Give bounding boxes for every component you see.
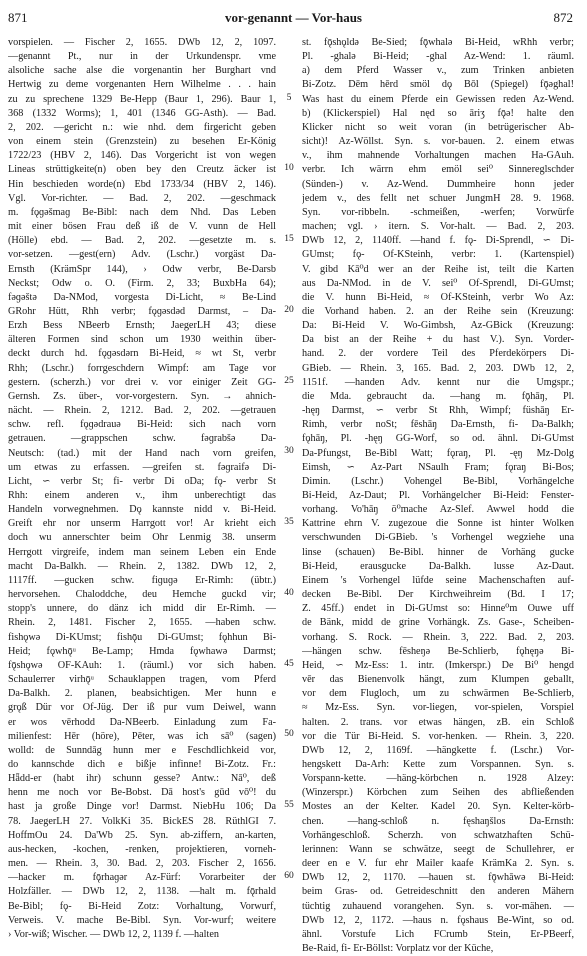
- text-line: Ernsth (KrämSpr 144), › Odw verbr, Be-Darsb: [8, 263, 276, 275]
- text-line: fishǫwə Di-KUmst; fishǭu Di-GUmst; fǫhhun Bi-: [8, 631, 276, 643]
- text-line: Hin beschieden worde(n) Ebd 1733/34 (HBV 2, 146).: [8, 178, 276, 190]
- text-line: fǭshǫwə OF-KAuh: 1. (räuml.) vor sich haben.: [8, 659, 276, 671]
- text-line: vor dem Flugloch, um zu schwärmen Be-Schlierb,: [302, 688, 574, 700]
- text-line: die V. hunn Bi-Heid, ≈ Of-KSteinh, verbr Wo Az:: [302, 291, 574, 303]
- text-line: aus Da-NMod. in de V. sei⁰ Of-Sprendl, Di-GUmst;: [302, 277, 574, 289]
- text-line: decken Be-Bibl. Der Kirchweihreim (Bd. I 17;: [302, 589, 574, 601]
- text-line: Da: Bi-Heid V. Wo-Gimbsh, Az-GBick (Kreuzung:: [302, 320, 574, 332]
- text-line: linse (schauen) Be-Bibl. hinner de Vorhäng gucke: [302, 546, 574, 558]
- text-line: —hacker m. fǭrhaɡər Az-Fürf: Vorarbeiter der: [8, 872, 276, 884]
- text-line: hengskett Da-Arh: Kette zum Vorspannen. Syn. s.: [302, 758, 574, 770]
- text-line: V. gibd Kā⁰d wer an der Reihe ist, teilt die Karten: [302, 263, 574, 275]
- text-line: v., ihm mahnende Vorhaltungen machen Ha-GAuh.: [302, 150, 574, 162]
- text-line: Schaulerrer virhǭᵘ Schauklappen tragen, vom Pferd: [8, 674, 276, 686]
- text-line: (Sünden-) v. Az-Wend. Dummheire honn jeder: [302, 178, 574, 190]
- text-line: Was hast du einem Pferde ein Gewissen reden Az-Wend.: [302, 93, 574, 105]
- text-line: GRohr Hütt, Rhh verbr; fǫɡəsdəd Darmst, – Da-: [8, 305, 276, 317]
- text-line: Hǟdd-er (habt ihr) schunn gesse? Antw.: Nā⁰, deß: [8, 773, 276, 785]
- text-line: Dimin. (Lschr.) Vohengel Be-Bibl, Vorhängelche: [302, 475, 574, 487]
- text-line: alsoliche sache alse die vorgenantin her Burghart vnd: [8, 65, 276, 77]
- text-line: hervorsehen. Chaloddche, deu Hemche guckd vir;: [8, 589, 276, 601]
- text-line: 78. JaegerLH 27. VolkKi 35. BickES 28. RüthlGI 7.: [8, 815, 276, 827]
- text-line: um etwas zu erfassen. —greifen st. fəɡraifə Di-: [8, 461, 276, 473]
- text-line: vēr das Bienenvolk hängt, zum Klumpen geballt,: [302, 674, 574, 686]
- line-number: 60: [284, 870, 294, 881]
- text-line: 368 (1332 Worms); 1, 401 (1346 GG-Asth). — Bad.: [8, 107, 276, 119]
- text-line: sicht)! Az-Wöllst. Syn. s. vor-bauen. 2. einem etwas: [302, 136, 574, 148]
- text-line: chen. —hang-schloß n. fęshaŋšlos Da-Ernsth:: [302, 815, 574, 827]
- line-number: 25: [284, 375, 294, 386]
- text-line: Holzfäller. — DWb 12, 2, 1138. —halt m. fǭrhald: [8, 886, 276, 898]
- text-line: Vorspann-kette. —häng-körbchen n. 1928 Alzey:: [302, 773, 574, 785]
- text-line: Be-Bibl; fǫ- Bi-Heid Zotz: Vorhaltung, Vorwurf,: [8, 900, 276, 912]
- text-line: vorspielen. — Fischer 2, 1655. DWb 12, 2, 1097.: [8, 37, 276, 48]
- text-line: zu zu sprechene 1329 Be-Hepp (Baur 1, 296). Baur 1,: [8, 93, 276, 105]
- text-line: Gernsh. Zs. über-, vor-vorgestern. Syn. → ahnich-: [8, 390, 276, 402]
- text-line: —genannt Pt., nur in der Urkundenspr. vme: [8, 51, 276, 63]
- right-column-text: [302, 36, 574, 956]
- line-number: 40: [284, 587, 294, 598]
- left-column: [8, 36, 276, 942]
- text-line: er wos vērhodd Da-NBeerb. Einladung zum Fa-: [8, 716, 276, 728]
- text-line: vor die Tür Bi-Heid. S. vor-henken. — Rhein. 3, 220.: [302, 730, 574, 742]
- text-line: verbr. Ich wärrn ehm emöl sei⁰ Sinnereglschder: [302, 164, 574, 176]
- text-line: halten. 2. trans. vor etwas hängen, zB. ein Schloß: [302, 716, 574, 728]
- line-number: 50: [284, 729, 294, 740]
- text-line: b) (Klickerspiel) Hal nęd so āriʒ fǭə! halte den: [302, 107, 574, 119]
- text-line: de Bänk, midd de grine Vorhängk. Zs. Gase-, Scheiben-: [302, 617, 574, 629]
- text-line: Vorhängeschloß. Scherzh. von schwatzhaften Schü-: [302, 829, 574, 841]
- text-line: mit einer bösen Frau deß iß de V. vunn de Hell: [8, 221, 276, 233]
- text-line: 1151f. —handen Adv. kennt nur die Umgspr.;: [302, 376, 574, 388]
- text-line: Greift ehr nor unserm Harrgott vor! Ar krieht eich: [8, 518, 276, 530]
- text-line: lerinnen: Wann se schwätze, seegt de Schullehrer, er: [302, 843, 574, 855]
- text-line: Da bist an der Reihe + du hast V.). Syn. Vorder-: [302, 334, 574, 346]
- text-line: fǫhāŋ, Pl. -hęŋ GG-Worf, so od. ähnl. Di-GUmst: [302, 433, 574, 445]
- text-line: st. fǭshǫldə Be-Sied; fǭwhalə Bi-Heid, wRhh verbr;: [302, 37, 574, 48]
- text-line: ähnl. Vorstufe Lich FCrumb Stein, Er-PBeerf,: [302, 928, 574, 940]
- text-line: Da-Pfungst, Be-Bibl Watt; fǫraŋ, Pl. -ęŋ Mz-Dolg: [302, 447, 574, 459]
- text-line: vor-setzen. —gest(ern) Adv. (Lschr.) vorgäst Da-: [8, 249, 276, 261]
- text-line: gestern. (scherzh.) vor drei v. vor einiger Zeit GG-: [8, 376, 276, 388]
- line-number: 5: [286, 92, 292, 103]
- text-line: Rimh, verbr noSt; fēshāŋ Da-Ernsth, fi- Da-Balkh;: [302, 419, 574, 431]
- text-line: jedem v., des fellt net schuer JungmH 28. 9. 1968.: [302, 192, 574, 204]
- text-line: Herrgott virgreife, indem man seinem Leben ein Ende: [8, 546, 276, 558]
- text-line: Lineas strüttigkeite(n) oben bey den Creutz äcker ist: [8, 164, 276, 176]
- text-line: (Hölle) ebd. — Bad. 2, 202. —gesetzte m. s.: [8, 235, 276, 247]
- text-line: fəɡəštə Da-NMod, vorgesta Di-Licht, ≈ Be-Lind: [8, 291, 276, 303]
- line-number: 20: [284, 304, 294, 315]
- line-number: 35: [284, 517, 294, 528]
- text-line: Heid, ∽ Mz-Ess: 1. intr. (Imkerspr.) De Bi⁰ hengd: [302, 659, 574, 671]
- text-line: Hertwig zu deme vorgenanten Hern Wilhelme . . . hain: [8, 79, 276, 91]
- text-line: 2, 202. —gericht n.: wie nhd. dem firgericht geben: [8, 121, 276, 133]
- text-line: beim Gras- od. Getreideschnitt den anderen Mähern: [302, 886, 574, 898]
- text-line: Da-Balkh. 2. planen, beabsichtigen. Mer hunn e: [8, 688, 276, 700]
- text-line: GUmst; fǫ- Of-KSteinh, verbr: 1. (Kartenspiel): [302, 249, 574, 261]
- text-line: Heid; fǫwhǭᵘ Be-Lamp; Hmda fǫwhawə Darmst;: [8, 645, 276, 657]
- text-line: vorhang. S. Rock. — Rhein. 3, 222. Bad. 2, 203.: [302, 631, 574, 643]
- text-line: macht Da-Balkh. — Rhein. 2, 1382. DWb 12, 2,: [8, 560, 276, 572]
- text-line: Bi-Zotz. Dēm hērd smöl dǫ Bōl (Spiegel) fǭəghal!: [302, 79, 574, 91]
- text-line: die Vorhand haben. 2. an der Reihe sein (Kreuzung:: [302, 305, 574, 317]
- text-line: Bi-Heid, Az-Daut; Pl. Vorhängelcher Bi-Heid: Fenster-: [302, 490, 574, 501]
- text-line: von einem stein (Grenzstein) zu besehen Er-König: [8, 136, 276, 148]
- line-number: 45: [284, 658, 294, 669]
- text-line: henn me noch vor Be-Bobst. Dā host's gūd vō⁰! du: [8, 787, 276, 799]
- text-line: GBieb. — Rhein. 3, 165. Bad. 2, 203. DWb 12, 2,: [302, 362, 574, 374]
- text-line: Einem 's Vorhengel lüfde seine Machenschaften auf-: [302, 574, 574, 586]
- line-number-gutter: [279, 36, 299, 881]
- text-line: deckt durch hd. fǫɡəsdərn Bi-Heid, ≈ wt St, verbr: [8, 348, 276, 360]
- text-line: Be-Raid, fi- Er-Böllst: Vorplatz vor der Küche,: [302, 943, 494, 954]
- text-line: verschwunden Di-GBieb. 's Vorhengel wegziehe una: [302, 532, 574, 544]
- running-title: vor-genannt — Vor-haus: [224, 10, 362, 25]
- left-column-text: [8, 36, 276, 942]
- text-line: › Vor-wiß; Wischer. — DWb 12, 2, 1139 f. —halten: [8, 928, 219, 940]
- page-header: [0, 10, 587, 30]
- text-line: die Mda. gebraucht da. —hang m. fǭhāŋ, Pl.: [302, 390, 574, 402]
- text-line: Bi-Heid, erausgucke Da-Balkh. lusse Az-Daut.: [302, 560, 574, 572]
- text-line: HoffmOu 24. Da'Wb 25. Syn. ab-ziffern, an-karten,: [8, 829, 276, 841]
- text-line: m. fǫɡəšmaɡ Be-Bibl: nach dem Nhd. Das Leben: [8, 206, 276, 218]
- text-line: grǫß Dür vor Of-Jüg. Der iß pur vum Deiwel, wann: [8, 702, 276, 714]
- text-line: -hęŋ Darmst, ∽ verbr St Rhh, Wimpf; füshāŋ Er-: [302, 405, 574, 417]
- line-number: 15: [284, 234, 294, 245]
- text-line: deer en e V. fur ehr Mailer kaafe KrämKa 2. Syn. s.: [302, 858, 574, 870]
- text-line: aus-hecken, -kochen, -renken, projektieren, vorneh-: [8, 843, 276, 855]
- text-line: 1722/23 (HBV 2, 146). Das Vorgericht ist von wegen: [8, 150, 276, 162]
- text-line: vorhang. Vo'hāŋ ö⁰mache Az-Slef. Awwel hodd die: [302, 504, 574, 516]
- text-line: Mostes an der Kelter. Kadel 20. Syn. Kelter-körb-: [302, 801, 574, 813]
- text-line: (Winzerspr.) Körbchen zum Seihen des abfließenden: [302, 787, 574, 799]
- line-number: 10: [284, 163, 294, 174]
- text-line: Eimsh, ∽ Az-Part NSaulh Fram; fǫraŋ Bi-Bos;: [302, 461, 574, 473]
- text-line: Neckst; Odw o. O. (Firm. 2, 33; BuxbHa 64);: [8, 277, 276, 289]
- text-line: do kannschde dich e bißje infinne! Bi-Zotz. Fr.:: [8, 758, 276, 770]
- text-line: —hängen schw. fēsheŋə Be-Schlierb, fǫhęŋə Bi-: [302, 645, 574, 657]
- text-line: getrauen. —grappschen schw. fəɡrabšə Da-: [8, 433, 276, 445]
- text-line: machen; vgl. › itern. S. Vor-halt. — Bad. 2, 203.: [302, 221, 574, 233]
- text-line: Rhh; (Lschr.) forrgeschdern Wimpf: am Tage vor: [8, 362, 276, 374]
- page-number-left: 871: [8, 10, 28, 25]
- text-line: 1117ff. —gucken schw. fiɡuɡə Er-Rimh: (übtr.): [8, 574, 276, 586]
- text-line: Handeln vorwegnehmen. Dǫ kannste nidd v. Bi-Heid.: [8, 504, 276, 516]
- text-line: DWb 12, 2, 1172. —haus n. fǫshaus Be-Wint, so od.: [302, 914, 574, 926]
- text-line: DWb 12, 2, 1169f. —hängkette f. (Lschr.) Vor-: [302, 744, 574, 756]
- text-line: hast ja große Dinge vor! Darmst. NiebHu 106; Da: [8, 801, 276, 813]
- text-line: Pl. -ghalə Bi-Heid; -ghal Az-Wend: 1. räuml.: [302, 51, 574, 63]
- text-line: Neutsch: (tad.) mit der Hand nach vorn greifen,: [8, 447, 276, 459]
- text-line: Klicker nicht so weit voran (in betrügerischer Ab-: [302, 121, 574, 133]
- text-line: Licht, ∽ verbr St; fi- verbr Di oDa; fǫ- verbr St: [8, 475, 276, 487]
- text-line: Verweis. V. mache Be-Bibl. Syn. Vor-wurf; weitere: [8, 914, 276, 926]
- text-line: ≈ Mz-Ess. Syn. vor-liegen, vor-spielen, Vorspiel: [302, 702, 574, 714]
- text-line: älteren Formen sind schon um 1930 weithin über-: [8, 334, 276, 346]
- line-number: 55: [284, 800, 294, 811]
- text-line: nächt. — Rhein. 2, 1212. Bad. 2, 202. —getrauen: [8, 405, 276, 417]
- text-line: doch wu annerschter beim Ohr Lenmig 38. unserm: [8, 532, 276, 544]
- text-line: Z. 45ff.) endet in Di-GUmst so: Hinne⁰m Ouwe uff: [302, 603, 574, 615]
- text-line: wolld: de Sunndāg hunn mer e Feschdlichkeid vor,: [8, 744, 276, 756]
- text-line: schw. refl. fǫɡədrauə Bi-Heid: sich nach vorn: [8, 419, 276, 431]
- text-line: Vgl. Vor-richter. — Bad. 2, 202. —geschmack: [8, 192, 276, 204]
- text-line: stopp's unnere, do dänz ich midd dir Er-Rimh. —: [8, 603, 276, 615]
- line-number: 30: [284, 446, 294, 457]
- page-number-right: 872: [553, 10, 573, 25]
- text-line: DWb 12, 2, 1140ff. —hand f. fǫ- Di-Sprendl, ∽ Di-: [302, 235, 574, 247]
- text-line: hand. 2. der vordere Teil des Pferdekörpers Di-: [302, 348, 574, 360]
- text-line: a) dem Pferd Wasser v., zum Trinken anbieten: [302, 65, 574, 77]
- text-line: Kattrine ehrn V. zugezoue die Sonne ist hinter Wolken: [302, 518, 574, 530]
- text-line: milienfest: Hēr (höre), Pēter, was ich sā⁰ (sagen): [8, 730, 276, 742]
- text-line: Rhh: einem anderen v., ihm unberechtigt das: [8, 490, 276, 501]
- text-line: Rhein. 2, 1481. Fischer 2, 1655. —haben schw.: [8, 617, 276, 629]
- text-line: men. — Rhein. 3, 30. Bad. 2, 203. Fischer 2, 1656.: [8, 858, 276, 870]
- text-line: Erzh Bess NBeerb Ernsth; JaegerLH 43; diese: [8, 320, 276, 332]
- right-column: [302, 36, 574, 956]
- text-line: DWb 12, 2, 1170. —hauen st. fǭwhāwə Bi-Heid:: [302, 872, 574, 884]
- text-line: Syn. vor-ribbeln. -schmeißen, -werfen; Vorwürfe: [302, 206, 574, 218]
- text-line: tüchtig zuhauend vorangehen. Syn. s. vor-mähen. —: [302, 900, 574, 912]
